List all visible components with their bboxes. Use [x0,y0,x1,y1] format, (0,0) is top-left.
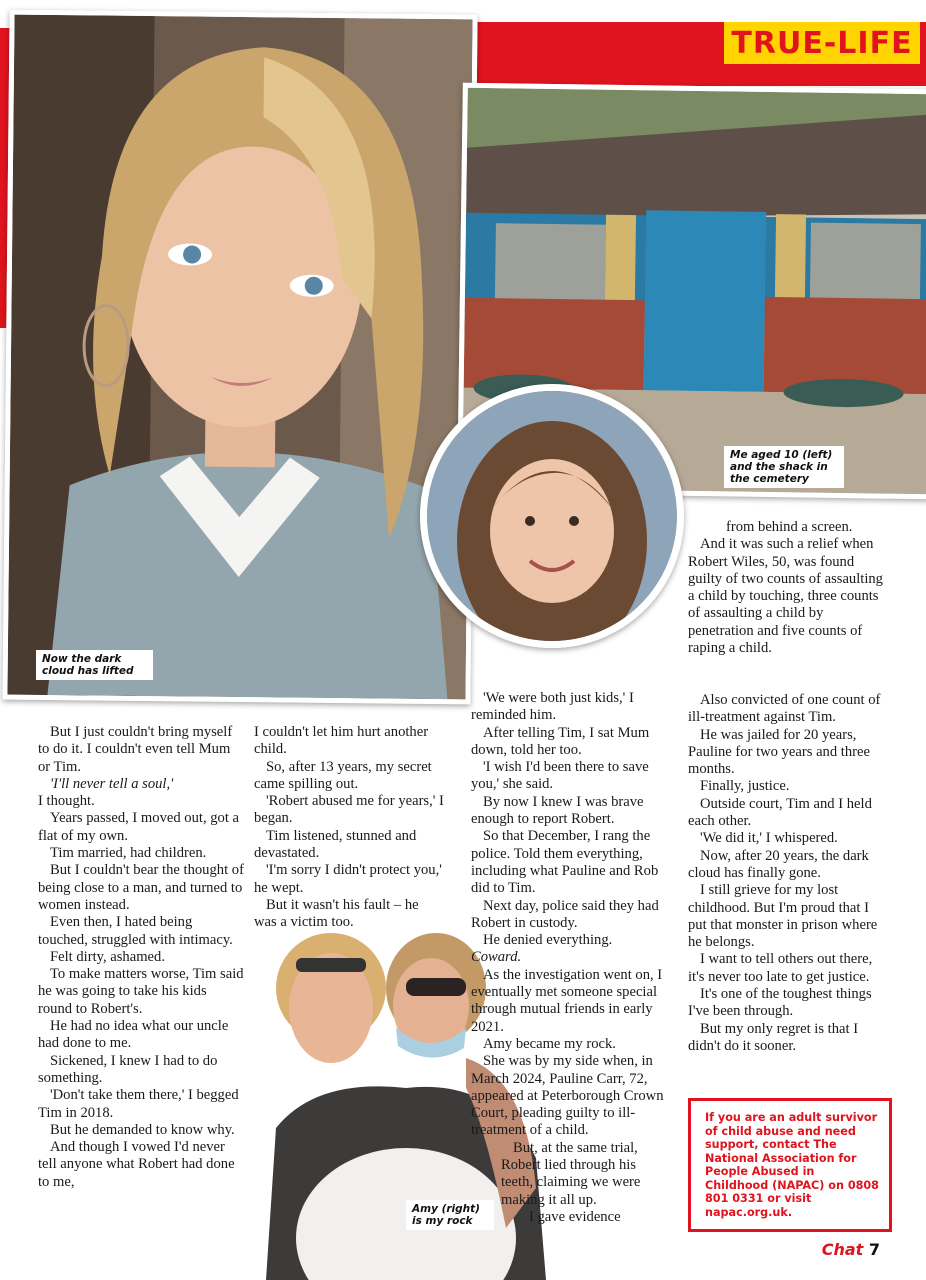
portrait-caption: Now the dark cloud has lifted [36,650,153,680]
paragraph: 'Don't take them there,' I begged Tim in 2018. [38,1087,239,1121]
support-info-box [688,1098,892,1232]
paragraph: But I just couldn't bring myself to do it. I couldn't even tell Mum or Tim. [38,724,233,775]
paragraph: So, after 13 years, my secret came spilling out. [254,758,432,792]
paragraph: But, at the same trial, Robert lied through his teeth, claiming we were making it all up. [501,1139,641,1208]
portrait-photo [2,10,477,705]
page-footer [822,1240,880,1259]
paragraph: Tim listened, stunned and devastated. [254,827,417,862]
paragraph: Tim married, had children. [50,845,207,862]
paragraph: And it was such a relief when Robert Wiles, 50, was found guilty of two counts of assaulting a child by touching, three counts of assaulting a child by penetration and five counts of raping a child. [688,536,883,657]
paragraph: 'We were both just kids,' I reminded him. [471,690,634,724]
section-label: TRUE-LIFE [724,22,920,64]
article-column-2 [254,724,444,932]
paragraph: 'I wish I'd been there to save you,' she said. [471,759,649,793]
paragraph: He was jailed for 20 years, Pauline for two years and three months. [688,726,870,778]
paragraph: She was by my side when, in March 2024, Pauline Carr, 72, appeared at Peterborough Crown Court, pleading guilty to ill-treatment of a child. [471,1053,664,1139]
article-column-4 [688,692,888,1055]
paragraph: But I couldn't bear the thought of being close to a man, and turned to women instead. [38,862,244,913]
paragraph: Years passed, I moved out, got a flat of my own. [38,810,240,844]
paragraph: I thought. [38,793,95,810]
paragraph: So that December, I rang the police. Told them everything, including what Pauline and Rob did to Tim. [471,828,659,897]
paragraph: To make matters worse, Tim said he was going to take his kids round to Robert's. [38,966,244,1017]
paragraph: 'I'll never tell a soul,' [50,775,174,792]
paragraph: 'Robert abused me for years,' I began. [254,793,444,827]
paragraph: Outside court, Tim and I held each other. [688,795,872,830]
paragraph: But he demanded to know why. [50,1121,235,1138]
paragraph: Amy became my rock. [483,1035,616,1052]
paragraph: But my only regret is that I didn't do it sooner. [688,1020,859,1054]
paragraph: I gave evidence [529,1208,621,1225]
paragraph: I still grieve for my lost childhood. But I'm proud that I put that monster in prison where he belongs. [688,882,878,951]
support-info-text: If you are an adult survivor of child abuse and need support, contact The National Association for People Abused in Childhood (NAPAC) on 0808 801 0331 or visit napac.org.uk. [705,1111,879,1219]
paragraph: By now I knew I was brave enough to report Robert. [471,793,644,828]
paragraph: Next day, police said they had Robert in custody. [471,897,659,931]
paragraph: Also convicted of one count of ill-treatment against Tim. [688,692,881,726]
paragraph: from behind a screen. [726,519,853,535]
article-column-4-top [688,519,888,657]
paragraph: Now, after 20 years, the dark cloud has finally gone. [688,847,869,881]
paragraph: He had no idea what our uncle had done to me. [38,1018,229,1052]
paragraph: But it wasn't his fault – he was a victim too. [254,896,419,931]
paragraph: As the investigation went on, I eventually met someone special through mutual friends in early 2021. [471,966,663,1035]
paragraph: Felt dirty, ashamed. [50,948,165,965]
paragraph: After telling Tim, I sat Mum down, told her too. [471,724,650,758]
paragraph: Even then, I hated being touched, struggled with intimacy. [38,914,233,948]
amy-caption: Amy (right) is my rock [406,1200,494,1230]
paragraph: I want to tell others out there, it's never too late to get justice. [688,951,873,985]
article-column-1 [38,724,244,1191]
magazine-name: Chat [821,1240,864,1259]
paragraph: Sickened, I knew I had to do something. [38,1052,218,1086]
paragraph: He denied everything. [483,932,613,949]
paragraph: Coward. [471,949,522,966]
paragraph: I couldn't let him hurt another child. [254,724,429,758]
page-number: 7 [868,1240,880,1259]
article-column-3 [471,690,679,1226]
shack-caption: Me aged 10 (left) and the shack in the cemetery [724,446,844,488]
paragraph: 'We did it,' I whispered. [700,830,838,847]
paragraph: Finally, justice. [700,778,790,795]
child-photo [420,384,684,648]
paragraph: 'I'm sorry I didn't protect you,' he wept. [254,862,442,896]
paragraph: And though I vowed I'd never tell anyone what Robert had done to me, [38,1139,235,1190]
paragraph: It's one of the toughest things I've been through. [688,986,872,1020]
